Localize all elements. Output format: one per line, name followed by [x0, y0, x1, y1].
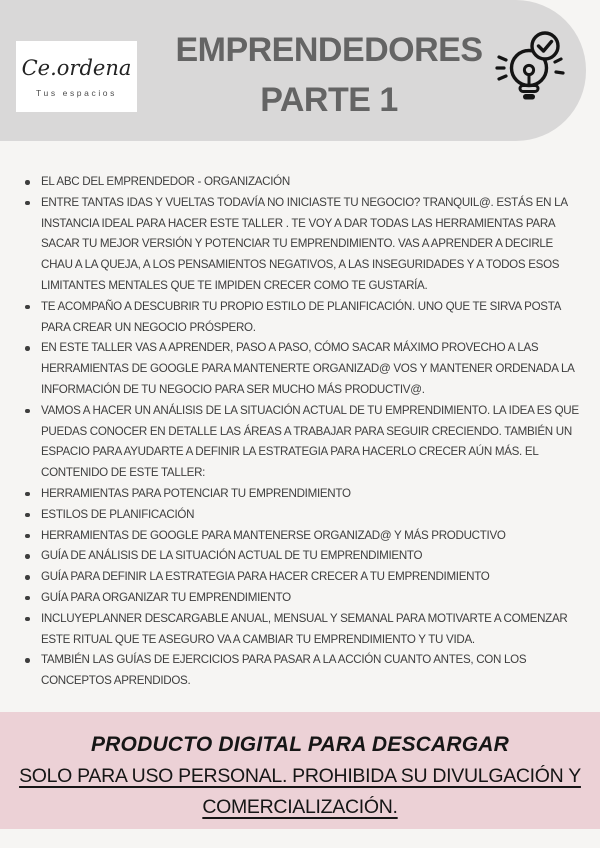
- footer-title: PRODUCTO DIGITAL PARA DESCARGAR: [90, 733, 510, 756]
- bullet-dot: [25, 658, 30, 663]
- content-area: [0, 141, 600, 692]
- list-item: [24, 505, 584, 526]
- list-item-text: ESTILOS DE PLANIFICACIÓN: [41, 507, 195, 521]
- list-item-text: GUÍA PARA DEFINIR LA ESTRATEGIA PARA HACER CRECER A TU EMPRENDIMIENTO: [41, 570, 490, 584]
- title-line-1: EMPRENDEDORES: [175, 31, 483, 69]
- list-item-text: EN ESTE TALLER VAS A APRENDER, PASO A PASO, CÓMO SACAR MÁXIMO PROVECHO A LAS HERRAMIENTAS DE GOOGLE PARA MANTENERTE ORGANIZAD@ VOS Y MANTENER ORDENADA LA INFORMACIÓN DE TU NEGOCIO PARA SER MUCHO MÁS PRODUCTIV@.: [41, 341, 574, 396]
- bullet-dot: [25, 201, 30, 206]
- list-item-text: HERRAMIENTAS PARA POTENCIAR TU EMPRENDIMIENTO: [41, 486, 351, 500]
- footer-notice-line-1: SOLO PARA USO PERSONAL. PROHIBIDA SU DIVULGACIÓN Y: [19, 765, 581, 787]
- bullet-dot: [25, 492, 30, 497]
- list-item-text: GUÍA DE ANÁLISIS DE LA SITUACIÓN ACTUAL DE TU EMPRENDIMIENTO: [41, 549, 423, 563]
- list-item-text: ENTRE TANTAS IDAS Y VUELTAS TODAVÍA NO INICIASTE TU NEGOCIO? TRANQUIL@. ESTÁS EN LA INSTANCIA IDEAL PARA HACER ESTE TALLER . TE VOY A DAR TODAS LAS HERRAMIENTAS PARA SACAR TU MEJOR VERSIÓN Y POTENCIAR TU EMPRENDIMIENTO. VAS A APRENDER A DECIRLE CHAU A LA QUEJA, A LOS PENSAMIENTOS NEGATIVOS, A LAS INSEGURIDADES Y A TODOS ESOS LIMITANTES MENTALES QUE TE IMPIDEN CRECER COMO TE GUSTARÍA.: [41, 195, 568, 292]
- list-item: [24, 588, 584, 609]
- logo-wordmark: Ce.ordena: [21, 55, 132, 80]
- list-item-text: INCLUYEPLANNER DESCARGABLE ANUAL, MENSUAL Y SEMANAL PARA MOTIVARTE A COMENZAR ESTE RITUAL QUE TE ASEGURO VA A CAMBIAR TU EMPRENDIMIENTO Y TU VIDA.: [41, 611, 568, 646]
- list-item-text: GUÍA PARA ORGANIZAR TU EMPRENDIMIENTO: [41, 590, 291, 604]
- list-item: [24, 546, 584, 567]
- title-line-2: PARTE 1: [260, 81, 398, 119]
- logo: [16, 41, 137, 112]
- footer-notice-line-2: COMERCIALIZACIÓN.: [202, 796, 398, 818]
- bullet-list: [24, 172, 584, 692]
- list-item: [24, 609, 584, 651]
- bullet-dot: [25, 305, 30, 310]
- list-item-text: TE ACOMPAÑO A DESCUBRIR TU PROPIO ESTILO DE PLANIFICACIÓN. UNO QUE TE SIRVA POSTA PARA CREAR UN NEGOCIO PRÓSPERO.: [41, 299, 561, 334]
- list-item: [24, 172, 584, 193]
- bullet-dot: [25, 534, 30, 539]
- bullet-dot: [25, 617, 30, 622]
- list-item: [24, 650, 584, 692]
- list-item-text: EL ABC DEL EMPRENDEDOR - ORGANIZACIÓN: [41, 175, 290, 188]
- header-banner: [0, 0, 586, 141]
- footer-band: [0, 712, 600, 829]
- bullet-dot: [25, 346, 30, 351]
- list-item: [24, 338, 584, 400]
- list-item-text: VAMOS A HACER UN ANÁLISIS DE LA SITUACIÓN ACTUAL DE TU EMPRENDIMIENTO. LA IDEA ES QUE PUEDAS CONOCER EN DETALLE LAS ÁREAS A TRABAJAR PARA SEGUIR CRECIENDO. TAMBIÉN UN ESPACIO PARA AYUDARTE A DEFINIR LA ESTRATEGIA PARA HACERLO CRECER AÚN MÁS. EL CONTENIDO DE ESTE TALLER:: [41, 403, 579, 480]
- logo-tagline: Tus espacios: [36, 87, 117, 98]
- lightbulb-check-icon: [492, 28, 568, 110]
- list-item: [24, 567, 584, 588]
- bullet-dot: [25, 575, 30, 580]
- list-item: [24, 297, 584, 339]
- bullet-dot: [25, 180, 30, 185]
- bullet-dot: [25, 409, 30, 414]
- list-item-text: HERRAMIENTAS DE GOOGLE PARA MANTENERSE ORGANIZAD@ Y MÁS PRODUCTIVO: [41, 528, 506, 542]
- bullet-dot: [25, 554, 30, 559]
- list-item: [24, 193, 584, 297]
- bullet-dot: [25, 596, 30, 601]
- list-item: [24, 484, 584, 505]
- bullet-dot: [25, 513, 30, 518]
- page-title: [168, 25, 490, 125]
- list-item: [24, 526, 584, 547]
- list-item-text: TAMBIÉN LAS GUÍAS DE EJERCICIOS PARA PASAR A LA ACCIÓN CUANTO ANTES, CON LOS CONCEPTOS APRENDIDOS.: [41, 653, 527, 688]
- list-item: [24, 401, 584, 484]
